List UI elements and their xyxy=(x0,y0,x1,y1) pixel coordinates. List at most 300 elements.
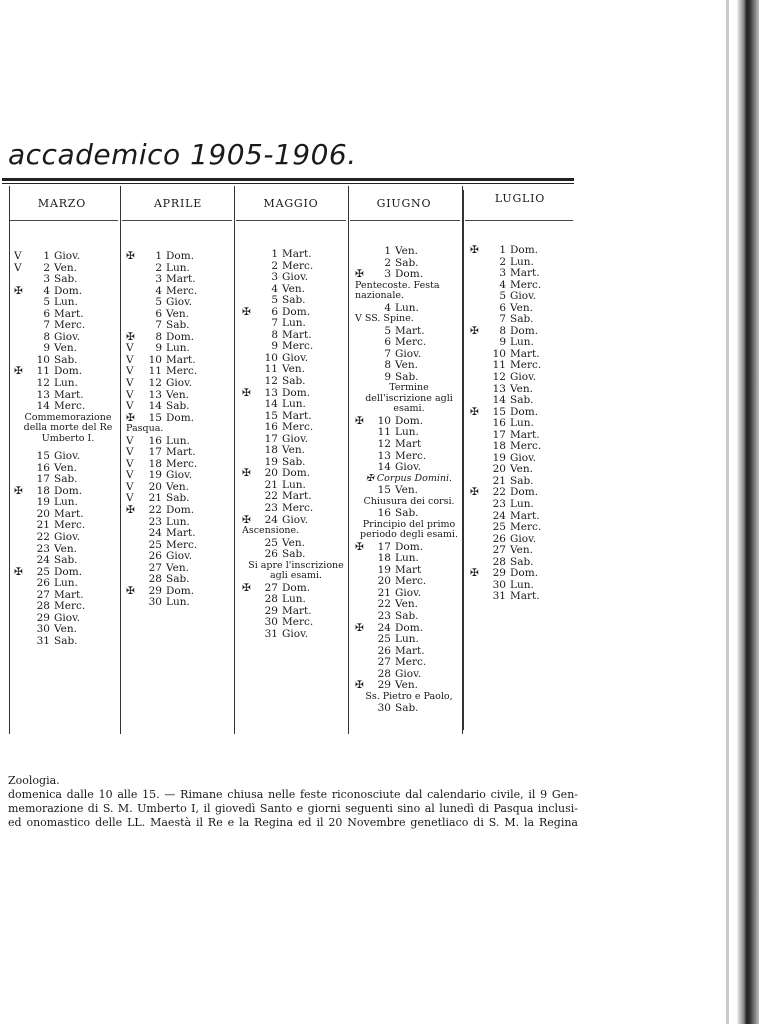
weekday: Sab. xyxy=(395,507,419,520)
day-number: 10 xyxy=(492,347,506,360)
holiday-mark: V xyxy=(126,480,134,493)
weekday: Giov. xyxy=(282,271,309,284)
day-number: 7 xyxy=(384,347,391,360)
holiday-mark: V xyxy=(126,342,134,355)
cross-icon: ✠ xyxy=(470,244,479,256)
day-number: 7 xyxy=(155,319,162,332)
weekday: Lun. xyxy=(282,317,306,330)
weekday: Lun. xyxy=(395,633,419,646)
day-note: Si apre l'inscrizione agli esami. xyxy=(248,559,344,582)
day-note: ✠ Corpus Domini. xyxy=(365,472,453,484)
weekday: Lun. xyxy=(510,578,534,591)
day-number: 26 xyxy=(264,548,278,561)
day-number: 7 xyxy=(43,319,50,332)
day-number: 31 xyxy=(36,634,50,647)
holiday-mark: V xyxy=(126,365,134,378)
weekday: Mart. xyxy=(282,490,312,503)
day-number: 3 xyxy=(271,271,278,284)
day-number: 25 xyxy=(36,565,50,578)
weekday: Sab. xyxy=(282,375,306,388)
month-column-giugno xyxy=(355,246,463,715)
day-row xyxy=(470,591,578,603)
day-number: 15 xyxy=(377,484,391,497)
day-number: 13 xyxy=(264,386,278,399)
day-number: 5 xyxy=(271,294,278,307)
weekday: Ven. xyxy=(54,261,77,274)
weekday: Merc. xyxy=(282,421,314,434)
weekday: Sab. xyxy=(54,554,78,567)
cross-icon: ✠ xyxy=(470,324,479,337)
weekday: Ven. xyxy=(54,623,77,636)
holiday-mark: V xyxy=(14,250,22,262)
day-number: 8 xyxy=(384,359,391,372)
weekday: Dom. xyxy=(166,330,195,343)
day-number: 27 xyxy=(492,544,506,557)
day-number: 11 xyxy=(148,365,162,378)
day-number: 13 xyxy=(36,388,50,401)
weekday: Sab. xyxy=(395,610,419,623)
weekday: Merc. xyxy=(54,400,86,413)
weekday: Dom. xyxy=(166,250,195,262)
day-number: 29 xyxy=(377,679,391,692)
day-number: 22 xyxy=(148,503,162,516)
cross-icon: ✠ xyxy=(14,284,23,297)
day-number: 5 xyxy=(155,296,162,309)
weekday: Lun. xyxy=(395,552,419,565)
day-number: 2 xyxy=(271,259,278,272)
weekday: Merc. xyxy=(54,319,86,332)
day-number: 26 xyxy=(36,577,50,590)
weekday: Giov. xyxy=(510,532,537,545)
day-number: 2 xyxy=(499,255,506,268)
cross-icon: ✠ xyxy=(14,484,23,497)
cross-icon: ✠ xyxy=(242,386,251,399)
weekday: Giov. xyxy=(54,250,81,262)
weekday: Sab. xyxy=(166,319,190,332)
day-number: 27 xyxy=(377,656,391,669)
page-title: accademico 1905-1906. xyxy=(8,138,357,171)
day-row xyxy=(355,269,463,281)
weekday: Dom. xyxy=(54,484,83,497)
day-number: 1 xyxy=(43,250,50,262)
day-number: 29 xyxy=(148,584,162,597)
weekday: Sab. xyxy=(166,573,190,586)
weekday: Lun. xyxy=(54,577,78,590)
day-number: 20 xyxy=(36,507,50,520)
weekday: Mart. xyxy=(282,248,312,260)
weekday: Dom. xyxy=(166,503,195,516)
day-number: 18 xyxy=(492,440,506,453)
weekday: Merc. xyxy=(282,340,314,353)
weekday: Sab. xyxy=(510,555,534,568)
day-number: 23 xyxy=(36,542,50,555)
weekday: Lun. xyxy=(54,377,78,390)
weekday: Ven. xyxy=(54,461,77,474)
cross-icon: ✠ xyxy=(242,305,251,318)
day-number: 8 xyxy=(271,328,278,341)
day-number: 16 xyxy=(264,421,278,434)
page-shadow xyxy=(726,0,729,1024)
cross-icon: ✠ xyxy=(242,467,251,480)
day-number: 1 xyxy=(499,244,506,256)
month-title-maggio: MAGGIO xyxy=(263,197,319,210)
weekday: Dom. xyxy=(282,581,311,594)
day-number: 14 xyxy=(492,394,506,407)
day-number: 15 xyxy=(148,411,162,424)
cross-icon: ✠ xyxy=(355,268,364,281)
day-number: 9 xyxy=(384,370,391,383)
holiday-mark: V xyxy=(126,457,134,470)
day-number: 25 xyxy=(492,521,506,534)
weekday: Merc. xyxy=(510,440,542,453)
weekday: Giov. xyxy=(510,451,537,464)
weekday: Dom. xyxy=(166,411,195,424)
month-column-maggio xyxy=(242,249,350,640)
weekday: Lun. xyxy=(166,515,190,528)
month-underline xyxy=(236,220,346,221)
day-number: 21 xyxy=(377,586,391,599)
day-number: 4 xyxy=(155,284,162,297)
cross-icon: ✠ xyxy=(470,405,479,418)
weekday: Sab. xyxy=(54,634,78,647)
day-number: 2 xyxy=(155,261,162,274)
day-number: 14 xyxy=(36,400,50,413)
weekday: Giov. xyxy=(282,351,309,364)
weekday: Dom. xyxy=(166,584,195,597)
weekday: Lun. xyxy=(510,498,534,511)
day-note: V SS. Spine. xyxy=(355,313,414,325)
day-number: 25 xyxy=(148,538,162,551)
weekday: Giov. xyxy=(282,432,309,445)
weekday: Ven. xyxy=(166,388,189,401)
weekday: Sab. xyxy=(54,353,78,366)
month-title-giugno: GIUGNO xyxy=(376,197,432,210)
day-number: 28 xyxy=(377,667,391,680)
cross-icon: ✠ xyxy=(355,679,364,692)
weekday: Merc. xyxy=(395,656,427,669)
day-number: 18 xyxy=(36,484,50,497)
holiday-mark: V xyxy=(126,492,134,505)
day-number: 19 xyxy=(492,451,506,464)
weekday: Lun. xyxy=(395,426,419,439)
day-number: 18 xyxy=(148,457,162,470)
day-number: 26 xyxy=(148,550,162,563)
weekday: Ven. xyxy=(510,463,533,476)
day-number: 10 xyxy=(36,353,50,366)
weekday: Mart. xyxy=(395,644,425,657)
day-number: 8 xyxy=(43,330,50,343)
day-number: 1 xyxy=(384,245,391,257)
day-number: 23 xyxy=(377,610,391,623)
day-number: 24 xyxy=(148,527,162,540)
day-number: 3 xyxy=(43,273,50,286)
day-number: 29 xyxy=(492,567,506,580)
day-number: 31 xyxy=(264,627,278,640)
month-column-aprile xyxy=(126,251,234,609)
day-number: 11 xyxy=(36,365,50,378)
weekday: Merc. xyxy=(166,538,198,551)
weekday: Giov. xyxy=(54,530,81,543)
weekday: Dom. xyxy=(282,386,311,399)
day-number: 27 xyxy=(148,561,162,574)
weekday: Ven. xyxy=(166,561,189,574)
day-number: 9 xyxy=(43,342,50,355)
day-note: Principio del primo periodo degli esami. xyxy=(360,518,458,541)
weekday: Mart. xyxy=(166,353,196,366)
day-number: 11 xyxy=(377,426,391,439)
day-number: 20 xyxy=(264,467,278,480)
day-number: 31 xyxy=(492,590,506,603)
month-underline xyxy=(350,220,460,221)
weekday: Dom. xyxy=(282,467,311,480)
day-number: 24 xyxy=(36,554,50,567)
weekday: Mart. xyxy=(510,428,540,441)
weekday: Ven. xyxy=(54,342,77,355)
cross-icon: ✠ xyxy=(126,584,135,597)
weekday: Merc. xyxy=(282,502,314,515)
day-number: 19 xyxy=(264,455,278,468)
month-underline xyxy=(465,220,573,221)
weekday: Lun. xyxy=(54,296,78,309)
weekday: Dom. xyxy=(395,268,424,281)
header-rule xyxy=(2,178,574,181)
weekday: Ven. xyxy=(395,679,418,692)
day-number: 4 xyxy=(384,301,391,314)
day-number: 29 xyxy=(264,604,278,617)
weekday: Dom. xyxy=(395,621,424,634)
day-number: 28 xyxy=(264,593,278,606)
cross-icon: ✠ xyxy=(126,503,135,516)
day-number: 23 xyxy=(264,502,278,515)
day-number: 21 xyxy=(492,474,506,487)
day-number: 21 xyxy=(36,519,50,532)
footer-line: ed onomastico delle LL. Maestà il Re e la Regina ed il 20 Novembre genetliaco di S. M. la Regina xyxy=(8,816,578,829)
weekday: Giov. xyxy=(395,586,422,599)
weekday: Lun. xyxy=(282,478,306,491)
weekday: Lun. xyxy=(54,496,78,509)
cross-icon: ✠ xyxy=(355,540,364,553)
day-number: 15 xyxy=(36,450,50,463)
holiday-mark: V xyxy=(126,469,134,482)
weekday: Giov. xyxy=(395,461,422,474)
cross-icon: ✠ xyxy=(14,365,23,378)
column-divider xyxy=(463,190,464,730)
day-number: 23 xyxy=(492,498,506,511)
weekday: Sab. xyxy=(395,702,419,715)
day-number: 20 xyxy=(148,480,162,493)
day-number: 17 xyxy=(377,540,391,553)
day-number: 9 xyxy=(499,336,506,349)
day-number: 20 xyxy=(492,463,506,476)
weekday: Lun. xyxy=(166,434,190,447)
day-number: 12 xyxy=(36,377,50,390)
weekday: Lun. xyxy=(166,342,190,355)
day-number: 3 xyxy=(499,267,506,280)
day-number: 28 xyxy=(36,600,50,613)
holiday-mark: V xyxy=(126,353,134,366)
weekday: Merc. xyxy=(282,616,314,629)
day-number: 26 xyxy=(492,532,506,545)
day-note: Ss. Pietro e Paolo, xyxy=(365,690,453,702)
weekday: Mart. xyxy=(510,267,540,280)
weekday: Giov. xyxy=(395,667,422,680)
day-number: 28 xyxy=(492,555,506,568)
weekday: Merc. xyxy=(395,575,427,588)
day-number: 24 xyxy=(377,621,391,634)
day-number: 13 xyxy=(492,382,506,395)
weekday: Dom. xyxy=(395,414,424,427)
weekday: Dom. xyxy=(282,305,311,318)
weekday: Dom. xyxy=(510,405,539,418)
day-number: 12 xyxy=(492,371,506,384)
weekday: Ven. xyxy=(282,363,305,376)
weekday: Sab. xyxy=(282,455,306,468)
day-number: 28 xyxy=(148,573,162,586)
weekday: Sab. xyxy=(395,370,419,383)
day-number: 8 xyxy=(499,324,506,337)
day-number: 6 xyxy=(43,307,50,320)
day-number: 12 xyxy=(377,438,391,451)
day-number: 4 xyxy=(271,282,278,295)
day-row xyxy=(355,462,463,474)
day-number: 5 xyxy=(43,296,50,309)
holiday-mark: V xyxy=(126,446,134,459)
day-number: 16 xyxy=(492,417,506,430)
day-number: 8 xyxy=(155,330,162,343)
day-number: 21 xyxy=(148,492,162,505)
weekday: Ven. xyxy=(166,480,189,493)
weekday: Mart. xyxy=(282,328,312,341)
cross-icon: ✠ xyxy=(470,486,479,499)
day-number: 16 xyxy=(36,461,50,474)
weekday: Mart. xyxy=(54,588,84,601)
day-number: 6 xyxy=(384,336,391,349)
weekday: Lun. xyxy=(282,398,306,411)
header-rule-thin xyxy=(2,183,574,184)
day-number: 22 xyxy=(36,530,50,543)
weekday: Sab. xyxy=(166,492,190,505)
weekday: Lun. xyxy=(510,336,534,349)
day-number: 23 xyxy=(148,515,162,528)
day-number: 27 xyxy=(264,581,278,594)
day-number: 25 xyxy=(264,536,278,549)
footer-line: memorazione di S. M. Umberto I, il giovedì Santo e giorni seguenti sino al lunedì di Pasqua inclusi- xyxy=(8,802,578,815)
month-underline xyxy=(10,220,118,221)
day-row xyxy=(242,629,350,641)
weekday: Ven. xyxy=(166,307,189,320)
weekday: Merc. xyxy=(166,457,198,470)
day-number: 11 xyxy=(264,363,278,376)
day-number: 14 xyxy=(377,461,391,474)
day-number: 30 xyxy=(492,578,506,591)
day-number: 14 xyxy=(148,400,162,413)
day-row xyxy=(242,549,350,561)
weekday: Merc. xyxy=(510,521,542,534)
day-number: 22 xyxy=(492,486,506,499)
cross-icon: ✠ xyxy=(126,330,135,343)
day-number: 10 xyxy=(377,414,391,427)
holiday-mark: V xyxy=(126,400,134,413)
weekday: Dom. xyxy=(510,244,539,256)
holiday-mark: V xyxy=(126,434,134,447)
weekday: Merc. xyxy=(395,336,427,349)
day-number: 7 xyxy=(271,317,278,330)
month-title-marzo: MARZO xyxy=(37,197,87,210)
weekday: Mart. xyxy=(282,409,312,422)
holiday-mark: V xyxy=(126,388,134,401)
footer-line: domenica dalle 10 alle 15. — Rimane chiusa nelle feste riconosciute dal calendario civile, il 9 Gen- xyxy=(8,788,578,801)
weekday: Mart. xyxy=(166,273,196,286)
weekday: Lun. xyxy=(166,261,190,274)
weekday: Merc. xyxy=(54,600,86,613)
day-number: 1 xyxy=(271,248,278,260)
weekday: Giov. xyxy=(54,611,81,624)
weekday: Ven. xyxy=(395,359,418,372)
weekday: Sab. xyxy=(510,474,534,487)
day-row xyxy=(126,597,234,609)
weekday: Sab. xyxy=(510,394,534,407)
day-number: 11 xyxy=(492,359,506,372)
cross-icon: ✠ xyxy=(242,513,251,526)
day-number: 17 xyxy=(264,432,278,445)
day-number: 5 xyxy=(384,324,391,337)
day-number: 2 xyxy=(384,256,391,269)
day-number: 15 xyxy=(264,409,278,422)
day-number: 24 xyxy=(264,513,278,526)
day-row xyxy=(14,636,122,648)
weekday: Ven. xyxy=(510,382,533,395)
day-number: 20 xyxy=(377,575,391,588)
weekday: Giov. xyxy=(510,290,537,303)
weekday: Merc. xyxy=(166,365,198,378)
cross-icon: ✠ xyxy=(126,411,135,424)
day-number: 27 xyxy=(36,588,50,601)
weekday: Ven. xyxy=(282,444,305,457)
day-note: Pentecoste. Festa nazionale. xyxy=(355,279,440,302)
month-column-marzo xyxy=(14,251,122,647)
weekday: Sab. xyxy=(54,273,78,286)
day-number: 15 xyxy=(492,405,506,418)
day-number: 30 xyxy=(377,702,391,715)
weekday: Ven. xyxy=(395,245,418,257)
day-number: 19 xyxy=(148,469,162,482)
weekday: Sab. xyxy=(282,294,306,307)
day-number: 16 xyxy=(148,434,162,447)
weekday: Lun. xyxy=(282,593,306,606)
day-number: 3 xyxy=(155,273,162,286)
weekday: Mart. xyxy=(395,324,425,337)
day-number: 24 xyxy=(492,509,506,522)
weekday: Mart. xyxy=(510,509,540,522)
day-number: 3 xyxy=(384,268,391,281)
day-number: 22 xyxy=(264,490,278,503)
day-number: 6 xyxy=(155,307,162,320)
weekday: Merc. xyxy=(54,519,86,532)
day-number: 30 xyxy=(264,616,278,629)
day-row xyxy=(355,703,463,715)
weekday: Giov. xyxy=(166,377,193,390)
weekday: Merc. xyxy=(282,259,314,272)
weekday: Dom. xyxy=(54,365,83,378)
weekday: Mart. xyxy=(166,527,196,540)
day-number: 18 xyxy=(264,444,278,457)
weekday: Sab. xyxy=(282,548,306,561)
day-number: 17 xyxy=(36,473,50,486)
weekday: Dom. xyxy=(395,540,424,553)
weekday: Giov. xyxy=(282,513,309,526)
day-number: 17 xyxy=(148,446,162,459)
day-number: 12 xyxy=(264,375,278,388)
